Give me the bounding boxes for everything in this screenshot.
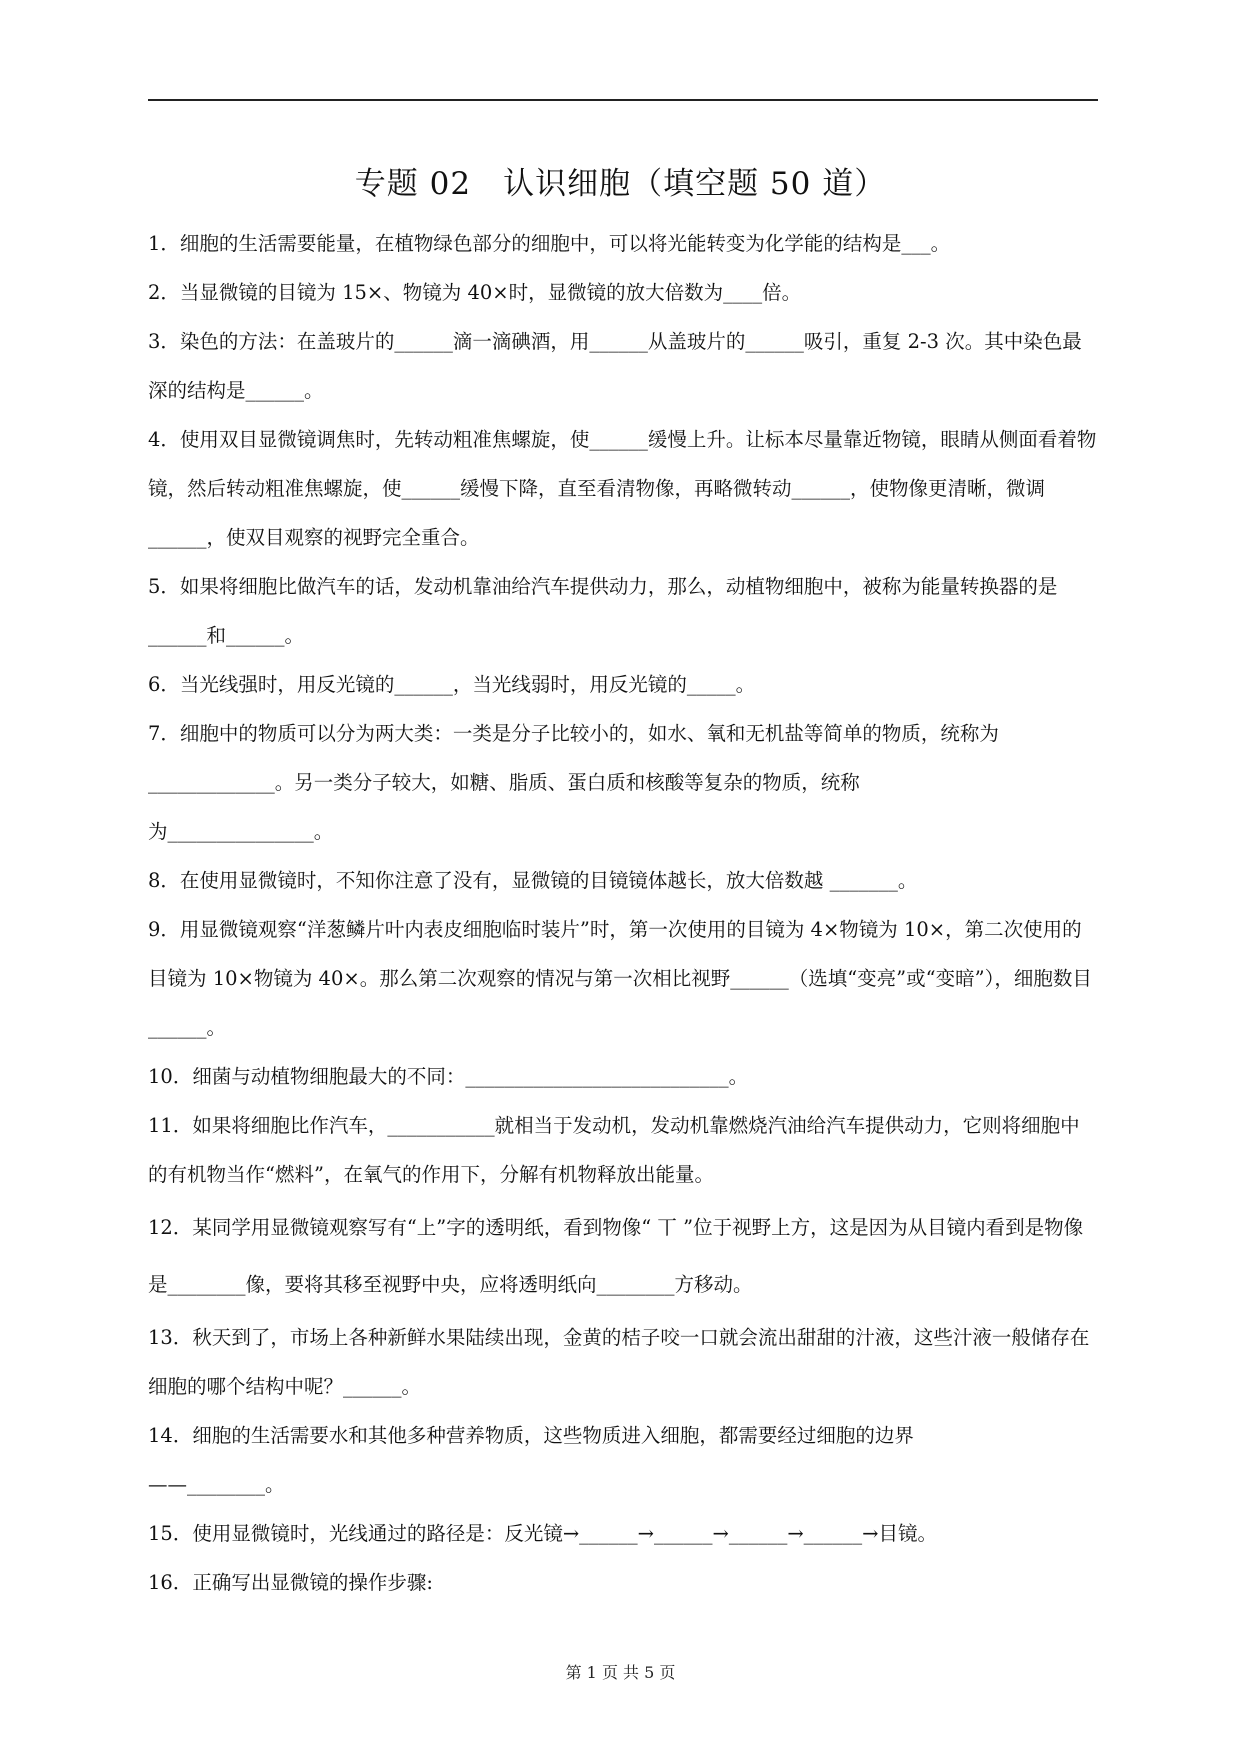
header-rule: [148, 99, 1098, 101]
question-15: 15．使用显微镜时，光线通过的路径是：反光镜→______→______→______→______→目镜。: [148, 1522, 938, 1545]
question-14: 14．细胞的生活需要水和其他多种营养物质，这些物质进入细胞，都需要经过细胞的边界 ——________。: [148, 1424, 914, 1496]
document-title: 专题 02 认识细胞（填空题 50 道）: [354, 166, 887, 202]
question-8: 8．在使用显微镜时，不知你注意了没有，显微镜的目镜镜体越长，放大倍数越 _______。: [148, 869, 918, 892]
question-5: 5．如果将细胞比做汽车的话，发动机靠油给汽车提供动力，那么，动植物细胞中，被称为能量转换器的是______和______。: [148, 575, 1058, 647]
question-13: 13．秋天到了，市场上各种新鲜水果陆续出现，金黄的桔子咬一口就会流出甜甜的汁液，这些汁液一般储存在细胞的哪个结构中呢？______。: [148, 1326, 1090, 1398]
question-10: 10．细菌与动植物细胞最大的不同：___________________________。: [148, 1065, 749, 1088]
question-16: 16．正确写出显微镜的操作步骤:: [148, 1571, 433, 1594]
question-list: [148, 219, 1098, 1607]
page-number-footer: 第 1 页 共 5 页: [565, 1663, 676, 1682]
question-6: 6．当光线强时，用反光镜的______，当光线弱时，用反光镜的_____。: [148, 673, 756, 696]
question-3: 3．染色的方法：在盖玻片的______滴一滴碘酒，用______从盖玻片的______吸引，重复 2-3 次。其中染色最深的结构是______。: [148, 330, 1082, 402]
question-4: 4．使用双目显微镜调焦时，先转动粗准焦螺旋，使______缓慢上升。让标本尽量靠近物镜，眼睛从侧面看着物镜，然后转动粗准焦螺旋，使______缓慢下降，直至看清物像，再略微转动______，使物像更清晰，微调______，使双目观察的视野完全重合。: [148, 428, 1097, 549]
question-9: 9．用显微镜观察“洋葱鳞片叶内表皮细胞临时装片”时，第一次使用的目镜为 4×物镜为 10×，第二次使用的目镜为 10×物镜为 40×。那么第二次观察的情况与第一次相比视野______（选填“变亮”或“变暗”），细胞数目______。: [148, 918, 1092, 1039]
question-12: 12．某同学用显微镜观察写有“上”字的透明纸，看到物像“ 丅 ”位于视野上方，这是因为从目镜内看到是物像是________像，要将其移至视野中央，应将透明纸向________方移动。: [148, 1216, 1084, 1296]
question-1: 1．细胞的生活需要能量，在植物绿色部分的细胞中，可以将光能转变为化学能的结构是___。: [148, 232, 951, 255]
question-11: 11．如果将细胞比作汽车，___________就相当于发动机，发动机靠燃烧汽油给汽车提供动力，它则将细胞中的有机物当作“燃料”，在氧气的作用下，分解有机物释放出能量。: [148, 1114, 1080, 1186]
question-2: 2．当显微镜的目镜为 15×、物镜为 40×时，显微镜的放大倍数为____倍。: [148, 281, 802, 304]
question-7: 7．细胞中的物质可以分为两大类：一类是分子比较小的，如水、氧和无机盐等简单的物质，统称为_____________。另一类分子较大，如糖、脂质、蛋白质和核酸等复杂的物质，统称 为_______________。: [148, 722, 999, 843]
